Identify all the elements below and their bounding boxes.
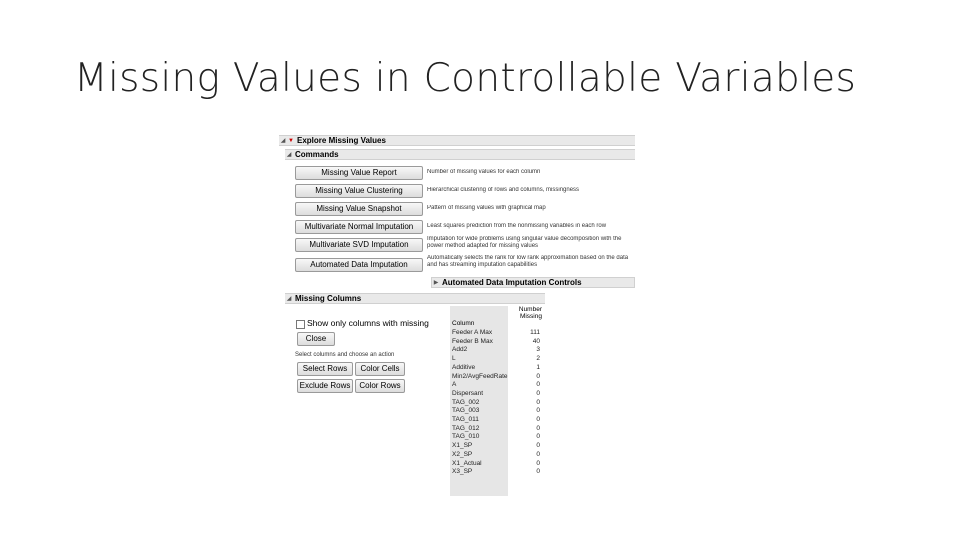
commands-label: Commands	[295, 150, 339, 159]
table-row-missing-count: 111	[530, 329, 540, 336]
missing-value-clustering-button[interactable]: Missing Value Clustering	[295, 184, 423, 198]
multivariate-normal-imputation-button[interactable]: Multivariate Normal Imputation	[295, 220, 423, 234]
table-row-missing-count: 0	[536, 433, 540, 441]
select-rows-button[interactable]: Select Rows	[297, 362, 353, 376]
action-hint: Select columns and choose an action	[295, 352, 395, 358]
number-header-line2: Missing	[519, 313, 542, 320]
table-row-column-name[interactable]: TAG_002	[452, 398, 480, 406]
missing-value-report-button[interactable]: Missing Value Report	[295, 166, 423, 180]
command-description: Automatically selects the rank for low rank approximation based on the data and has streaming imputation capabilities	[427, 255, 629, 268]
show-only-missing-checkbox[interactable]	[296, 320, 305, 329]
table-row-column-name[interactable]: Feeder B Max	[452, 337, 493, 345]
table-row-column-name[interactable]: TAG_011	[452, 416, 479, 423]
table-row-missing-count: 0	[536, 372, 540, 380]
table-row-missing-count: 0	[536, 442, 540, 450]
jmp-screenshot	[279, 133, 635, 497]
red-triangle-menu-icon[interactable]: ▼	[288, 137, 294, 144]
table-row-missing-count: 0	[536, 381, 540, 389]
column-header[interactable]: Column	[452, 320, 475, 327]
command-description: Number of missing values for each column	[427, 169, 541, 175]
table-row-column-name[interactable]: L	[452, 355, 456, 363]
collapse-triangle-icon[interactable]: ◢	[286, 152, 292, 158]
missing-columns-label: Missing Columns	[295, 294, 362, 303]
table-row-missing-count: 1	[536, 363, 540, 371]
table-row-column-name[interactable]: TAG_010	[452, 433, 480, 441]
automated-controls-label: Automated Data Imputation Controls	[442, 278, 582, 287]
missing-columns-controls	[293, 306, 443, 396]
slide-title: Missing Values in Controllable Variables	[74, 56, 857, 101]
commands-header[interactable]	[285, 149, 635, 160]
show-only-missing-label: Show only columns with missing	[307, 318, 429, 328]
collapse-triangle-icon[interactable]: ◢	[280, 138, 286, 144]
automated-data-imputation-button[interactable]: Automated Data Imputation	[295, 258, 423, 272]
table-row-missing-count: 0	[536, 424, 540, 432]
command-description: Imputation for wide problems using singular value decomposition with the power method adapted for missing values	[427, 236, 622, 249]
number-missing-header[interactable]	[512, 306, 542, 320]
color-rows-button[interactable]: Color Rows	[355, 379, 405, 393]
table-row-column-name[interactable]: Add2	[452, 346, 468, 354]
table-row-column-name[interactable]: TAG_012	[452, 424, 480, 432]
table-row-missing-count: 0	[536, 468, 540, 476]
table-row-column-name[interactable]: TAG_003	[452, 407, 480, 415]
missing-value-snapshot-button[interactable]: Missing Value Snapshot	[295, 202, 423, 216]
automated-controls-header[interactable]	[431, 277, 635, 288]
panel-title: Explore Missing Values	[297, 136, 386, 145]
table-row-column-name[interactable]: Dispersant	[452, 389, 484, 397]
table-row-missing-count: 0	[536, 416, 540, 423]
table-row-column-name[interactable]: Feeder A Max	[452, 329, 493, 336]
explore-missing-values-header[interactable]	[279, 135, 635, 146]
table-row-column-name[interactable]: X1_Actual	[452, 459, 482, 467]
table-row-missing-count: 2	[536, 355, 540, 363]
table-row-missing-count: 0	[536, 407, 540, 415]
exclude-rows-button[interactable]: Exclude Rows	[297, 379, 353, 393]
table-row-column-name[interactable]: Min2/AvgFeedRate	[452, 372, 508, 380]
table-row-column-name[interactable]: X3_SP	[452, 468, 473, 476]
table-row-missing-count: 0	[536, 398, 540, 406]
table-row-column-name[interactable]: X2_SP	[452, 450, 473, 458]
table-row-missing-count: 0	[536, 459, 540, 467]
table-row-missing-count: 0	[536, 450, 540, 458]
multivariate-svd-imputation-button[interactable]: Multivariate SVD Imputation	[295, 238, 423, 252]
table-row-column-name[interactable]: A	[452, 381, 457, 389]
table-row-column-name[interactable]: Additive	[452, 363, 476, 371]
missing-columns-header[interactable]	[285, 293, 545, 304]
expand-triangle-icon[interactable]: ▶	[433, 280, 439, 286]
command-description: Least squares prediction from the nonmissing variables in each row	[427, 223, 607, 229]
close-button[interactable]: Close	[297, 332, 335, 346]
command-description: Pattern of missing values with graphical map	[427, 205, 546, 211]
color-cells-button[interactable]: Color Cells	[355, 362, 405, 376]
table-row-missing-count: 3	[536, 346, 540, 354]
command-description: Hierarchical clustering of rows and columns, missingness	[427, 187, 580, 193]
table-row-column-name[interactable]: X1_SP	[452, 442, 473, 450]
table-row-missing-count: 40	[532, 337, 540, 345]
collapse-triangle-icon[interactable]: ◢	[286, 296, 292, 302]
number-header-line1: Number	[518, 306, 542, 313]
table-row-missing-count: 0	[536, 389, 540, 397]
